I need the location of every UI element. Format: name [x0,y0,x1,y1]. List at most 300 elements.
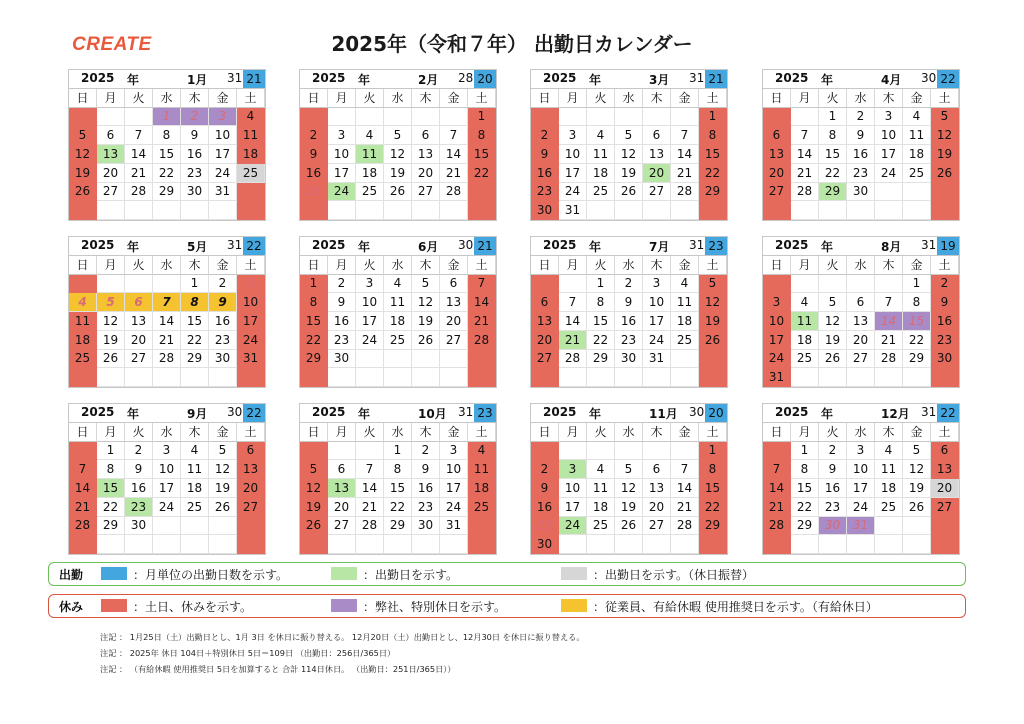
day-cell: 18 [671,312,699,331]
month-label: 4月 [881,73,902,87]
month-label: 6月 [418,240,439,254]
empty-cell [440,201,468,220]
day-cell: 25 [356,183,384,202]
day-cell: 5 [384,126,412,145]
day-cell: 24 [153,498,181,517]
day-cell: 16 [300,164,328,183]
day-cell: 23 [819,498,847,517]
month-days-count: 30 [689,405,705,419]
month-year: 2025 [81,405,115,419]
day-cell: 10 [875,126,903,145]
month-year-kanji: 年 [358,240,371,254]
month-days-count: 31 [227,71,243,85]
day-cell: 24 [328,183,356,202]
day-cell: 3 [847,442,875,461]
weekday-header: 土 [468,89,496,108]
day-cell: 11 [384,293,412,312]
empty-cell [69,368,97,387]
day-cell: 3 [763,293,791,312]
weekday-header: 金 [903,423,931,442]
empty-cell [328,368,356,387]
empty-cell [671,201,699,220]
empty-cell [468,201,496,220]
empty-cell [615,368,643,387]
weekday-header: 月 [328,256,356,275]
weekday-header: 土 [931,256,959,275]
empty-cell [847,275,875,294]
weekday-header: 水 [384,256,412,275]
legend-text-paid: ：従業員、有給休暇 使用推奨日を示す。（有給休日） [593,600,878,614]
weekday-header: 金 [671,423,699,442]
day-cell: 28 [356,517,384,536]
day-cell: 22 [699,164,727,183]
month-year: 2025 [81,71,115,85]
day-cell: 25 [587,517,615,536]
weekday-header: 水 [847,89,875,108]
empty-cell [468,535,496,554]
month-workdays-count: 22 [937,70,959,88]
day-cell: 29 [819,183,847,202]
day-cell: 28 [153,350,181,369]
empty-cell [671,108,699,127]
empty-cell [531,108,559,127]
day-cell: 6 [412,126,440,145]
day-cell: 21 [468,312,496,331]
day-cell: 1 [587,275,615,294]
day-cell: 20 [440,312,468,331]
empty-cell [763,275,791,294]
empty-cell [300,368,328,387]
weekday-header: 火 [587,423,615,442]
month-header [69,237,265,256]
weekday-header: 木 [412,89,440,108]
weekday-header: 木 [181,256,209,275]
day-cell: 12 [819,312,847,331]
day-cell: 20 [328,498,356,517]
day-cell: 31 [237,350,265,369]
day-cell: 26 [699,331,727,350]
empty-cell [237,535,265,554]
day-cell: 21 [791,164,819,183]
month-days-count: 30 [921,71,937,85]
empty-cell [531,368,559,387]
day-cell: 27 [763,183,791,202]
empty-cell [97,201,125,220]
empty-cell [791,368,819,387]
month-label: 2月 [418,73,439,87]
day-cell: 17 [328,164,356,183]
day-cell: 22 [699,498,727,517]
day-cell: 18 [181,479,209,498]
day-cell: 2 [931,275,959,294]
day-cell: 7 [468,275,496,294]
legend-text-workdays: ：月単位の出勤日数を示す。 [133,568,289,582]
empty-cell [181,201,209,220]
weekday-header: 日 [531,89,559,108]
month-label: 9月 [187,407,208,421]
month-workdays-count: 21 [474,237,496,255]
day-cell: 17 [153,479,181,498]
day-cell: 18 [903,145,931,164]
day-cell: 29 [181,350,209,369]
empty-cell [237,517,265,536]
empty-cell [875,183,903,202]
empty-cell [791,201,819,220]
empty-cell [468,350,496,369]
day-cell: 17 [559,498,587,517]
day-cell: 11 [903,126,931,145]
day-cell: 25 [903,164,931,183]
legend-swatch-special [331,599,357,612]
month-year: 2025 [312,71,346,85]
day-cell: 14 [153,312,181,331]
weekday-header: 月 [97,423,125,442]
day-cell: 11 [181,460,209,479]
day-cell: 9 [931,293,959,312]
month-days-count: 31 [921,405,937,419]
day-cell: 1 [468,108,496,127]
day-cell: 23 [209,331,237,350]
day-cell: 20 [531,331,559,350]
day-cell: 3 [356,275,384,294]
empty-cell [153,535,181,554]
empty-cell [875,201,903,220]
day-cell: 4 [875,442,903,461]
day-cell: 20 [412,164,440,183]
month-header [531,404,727,423]
day-cell: 30 [847,183,875,202]
weekday-header: 木 [181,423,209,442]
empty-cell [69,201,97,220]
empty-cell [615,201,643,220]
day-cell: 2 [181,108,209,127]
day-cell: 15 [300,312,328,331]
month-1 [68,69,266,221]
day-cell: 22 [384,498,412,517]
day-cell: 19 [97,331,125,350]
empty-cell [440,350,468,369]
day-cell: 24 [559,183,587,202]
day-cell: 18 [587,164,615,183]
day-cell: 7 [671,126,699,145]
day-cell: 23 [847,164,875,183]
day-cell: 8 [468,126,496,145]
day-cell: 28 [69,517,97,536]
empty-cell [615,108,643,127]
empty-cell [875,517,903,536]
company-logo: CREATE [72,34,152,55]
day-cell: 26 [69,183,97,202]
empty-cell [153,517,181,536]
day-cell: 8 [97,460,125,479]
day-cell: 21 [356,498,384,517]
empty-cell [209,368,237,387]
weekday-header: 月 [791,256,819,275]
empty-cell [440,368,468,387]
day-cell: 10 [209,126,237,145]
day-cell: 26 [615,517,643,536]
empty-cell [699,201,727,220]
empty-cell [209,517,237,536]
day-cell: 1 [384,442,412,461]
day-cell: 5 [300,460,328,479]
day-cell: 11 [671,293,699,312]
weekday-header: 月 [559,256,587,275]
empty-cell [699,350,727,369]
day-cell: 14 [440,145,468,164]
weekday-header: 火 [356,89,384,108]
month-label: 7月 [649,240,670,254]
day-cell: 27 [412,183,440,202]
month-year: 2025 [312,405,346,419]
day-cell: 1 [300,275,328,294]
day-cell: 14 [125,145,153,164]
weekday-header: 火 [587,256,615,275]
day-cell: 27 [237,498,265,517]
day-cell: 4 [69,293,97,312]
day-cell: 25 [875,498,903,517]
month-header [531,70,727,89]
weekday-header: 火 [819,423,847,442]
day-cell: 4 [468,442,496,461]
day-cell: 18 [791,331,819,350]
month-year-kanji: 年 [127,240,140,254]
empty-cell [847,535,875,554]
month-days-count: 31 [689,71,705,85]
day-cell: 1 [153,108,181,127]
day-cell: 12 [931,126,959,145]
empty-cell [181,535,209,554]
day-cell: 26 [209,498,237,517]
month-header [531,237,727,256]
empty-cell [763,442,791,461]
month-year-kanji: 年 [589,240,602,254]
month-12 [762,403,960,555]
month-year-kanji: 年 [589,407,602,421]
empty-cell [931,183,959,202]
day-cell: 16 [931,312,959,331]
weekday-header: 日 [69,89,97,108]
day-cell: 13 [97,145,125,164]
empty-cell [328,442,356,461]
day-cell: 14 [356,479,384,498]
legend-swatch-weekend [101,599,127,612]
day-cell: 2 [847,108,875,127]
month-header [69,70,265,89]
day-cell: 4 [181,442,209,461]
day-cell: 4 [587,460,615,479]
weekday-header: 日 [300,256,328,275]
legend-swatch-substitute [561,567,587,580]
day-cell: 27 [125,350,153,369]
day-cell: 15 [699,479,727,498]
empty-cell [699,535,727,554]
day-cell: 4 [903,108,931,127]
day-cell: 11 [468,460,496,479]
empty-cell [643,442,671,461]
day-cell: 11 [791,312,819,331]
day-cell: 16 [531,498,559,517]
month-header [300,404,496,423]
day-cell: 5 [69,126,97,145]
day-cell: 5 [615,126,643,145]
day-cell: 20 [643,164,671,183]
day-cell: 7 [875,293,903,312]
day-cell: 13 [440,293,468,312]
weekday-header: 日 [531,256,559,275]
day-cell: 12 [97,312,125,331]
day-cell: 26 [97,350,125,369]
day-cell: 11 [587,479,615,498]
day-cell: 11 [875,460,903,479]
day-cell: 23 [300,183,328,202]
day-cell: 30 [328,350,356,369]
month-label: 8月 [881,240,902,254]
day-cell: 23 [615,331,643,350]
day-cell: 31 [559,201,587,220]
day-cell: 2 [328,275,356,294]
day-cell: 6 [643,126,671,145]
weekday-header: 木 [643,423,671,442]
day-cell: 21 [671,498,699,517]
day-cell: 30 [931,350,959,369]
day-cell: 6 [531,293,559,312]
day-cell: 30 [531,201,559,220]
empty-cell [356,535,384,554]
month-year: 2025 [543,238,577,252]
day-cell: 24 [356,331,384,350]
day-cell: 26 [903,498,931,517]
day-cell: 12 [615,145,643,164]
empty-cell [587,442,615,461]
day-cell: 9 [531,145,559,164]
day-cell: 23 [181,164,209,183]
empty-cell [125,275,153,294]
day-cell: 5 [903,442,931,461]
day-cell: 14 [468,293,496,312]
day-cell: 9 [531,479,559,498]
weekday-header: 月 [328,89,356,108]
month-10 [299,403,497,555]
empty-cell [97,108,125,127]
day-cell: 15 [791,479,819,498]
empty-cell [531,275,559,294]
weekday-header: 火 [819,256,847,275]
day-cell: 29 [699,517,727,536]
weekday-header: 土 [237,89,265,108]
day-cell: 9 [819,460,847,479]
weekday-header: 木 [643,256,671,275]
empty-cell [847,368,875,387]
day-cell: 28 [671,183,699,202]
month-year-kanji: 年 [358,407,371,421]
empty-cell [440,108,468,127]
day-cell: 25 [791,350,819,369]
day-cell: 25 [384,331,412,350]
day-cell: 15 [903,312,931,331]
day-cell: 16 [209,312,237,331]
day-cell: 27 [440,331,468,350]
day-cell: 17 [237,312,265,331]
day-cell: 17 [209,145,237,164]
legend-text-weekend: ：土日、休みを示す。 [133,600,253,614]
day-cell: 19 [931,145,959,164]
day-cell: 18 [384,312,412,331]
day-cell: 6 [440,275,468,294]
legend-swatch-workdays [101,567,127,580]
month-8 [762,236,960,388]
month-5 [68,236,266,388]
month-workdays-count: 20 [474,70,496,88]
day-cell: 15 [181,312,209,331]
day-cell: 19 [412,312,440,331]
day-cell: 19 [699,312,727,331]
empty-cell [69,108,97,127]
day-cell: 9 [615,293,643,312]
day-cell: 1 [699,108,727,127]
day-cell: 8 [699,460,727,479]
day-cell: 8 [153,126,181,145]
empty-cell [237,201,265,220]
legend-text-workday: ：出勤日を示す。 [363,568,459,582]
day-cell: 27 [531,350,559,369]
day-cell: 28 [763,517,791,536]
weekday-header: 火 [356,423,384,442]
empty-cell [440,535,468,554]
weekday-header: 月 [97,89,125,108]
day-cell: 16 [819,479,847,498]
day-cell: 5 [209,442,237,461]
day-cell: 25 [181,498,209,517]
weekday-header: 日 [531,423,559,442]
day-cell: 10 [559,479,587,498]
day-cell: 9 [181,126,209,145]
month-year-kanji: 年 [127,73,140,87]
legend-work-label: 出勤 [59,568,84,582]
empty-cell [903,183,931,202]
day-cell: 1 [97,442,125,461]
day-cell: 8 [791,460,819,479]
day-cell: 26 [384,183,412,202]
weekday-header: 金 [903,89,931,108]
empty-cell [791,275,819,294]
day-cell: 7 [440,126,468,145]
weekday-header: 水 [153,256,181,275]
day-cell: 24 [209,164,237,183]
day-cell: 5 [412,275,440,294]
day-cell: 4 [587,126,615,145]
day-cell: 14 [559,312,587,331]
empty-cell [903,517,931,536]
month-workdays-count: 23 [705,237,727,255]
empty-cell [328,108,356,127]
weekday-header: 金 [209,423,237,442]
day-cell: 8 [384,460,412,479]
day-cell: 6 [763,126,791,145]
empty-cell [847,201,875,220]
day-cell: 14 [671,145,699,164]
day-cell: 4 [356,126,384,145]
empty-cell [791,108,819,127]
weekday-header: 水 [384,423,412,442]
day-cell: 11 [69,312,97,331]
weekday-header: 金 [903,256,931,275]
day-cell: 24 [559,517,587,536]
day-cell: 8 [181,293,209,312]
weekday-header: 月 [791,423,819,442]
weekday-header: 水 [153,89,181,108]
empty-cell [763,535,791,554]
